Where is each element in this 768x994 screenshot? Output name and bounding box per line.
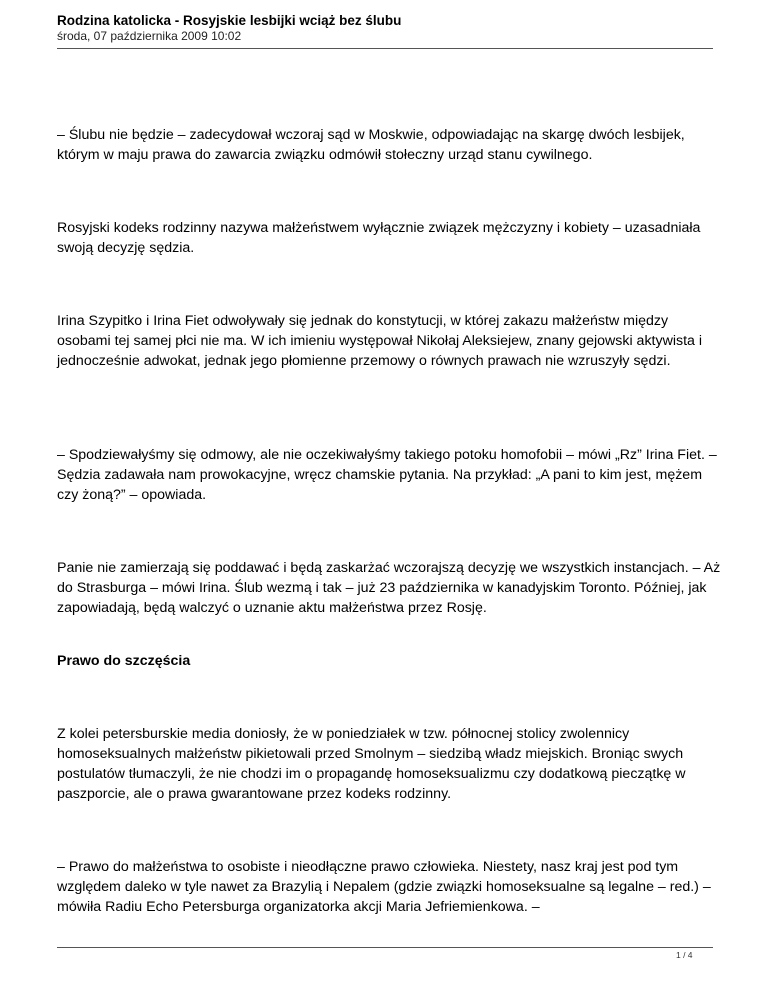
- paragraph: – Prawo do małżeństwa to osobiste i nieodłączne prawo człowieka. Niestety, nasz kraj jest pod tym względem daleko w tyle nawet za Brazylią i Nepalem (gdzie związki homoseksualne są legalne – red.) – mówiła Radiu Echo Petersburga organizatorka akcji Maria Jefriemienkowa. –: [57, 859, 711, 915]
- footer-divider: [57, 947, 713, 948]
- paragraph: Rosyjski kodeks rodzinny nazywa małżeństwem wyłącznie związek mężczyzny i kobiety – uzasadniała swoją decyzję sędzia.: [57, 220, 701, 256]
- section-heading: Prawo do szczęścia: [57, 653, 191, 669]
- paragraph: Z kolei petersburskie media doniosły, że w poniedziałek w tzw. północnej stolicy zwolennicy homoseksualnych małżeństw pikietowali przed Smolnym – siedzibą władz miejskich. Broniąc swych postulatów tłumaczyli, że nie chodzi im o propagandę homoseksualizmu czy dodatkową pieczątkę w paszporcie, ale o prawa gwarantowane przez kodeks rodzinny.: [57, 726, 686, 802]
- paragraph: Panie nie zamierzają się poddawać i będą zaskarżać wczorajszą decyzję we wszystkich instancjach. – Aż do Strasburga – mówi Irina. Ślub wezmą i tak – już 23 października w kanadyjskim Toronto. Później, jak zapowiadają, będą walczyć o uznanie aktu małżeństwa przez Rosję.: [57, 560, 721, 616]
- document-title: Rodzina katolicka - Rosyjskie lesbijki wciąż bez ślubu: [57, 13, 402, 28]
- document-date: środa, 07 października 2009 10:02: [57, 29, 242, 43]
- document-header: [57, 13, 713, 44]
- paragraph: – Spodziewałyśmy się odmowy, ale nie oczekiwałyśmy takiego potoku homofobii – mówi „Rz” Irina Fiet. – Sędzia zadawała nam prowokacyjne, wręcz chamskie pytania. Na przykład: „A pani to kim jest, mężem czy żoną?” – opowiada.: [57, 447, 717, 503]
- paragraph: – Ślubu nie będzie – zadecydował wczoraj sąd w Moskwie, odpowiadając na skargę dwóch lesbijek, którym w maju prawa do zawarcia związku odmówił stołeczny urząd stanu cywilnego.: [57, 127, 685, 163]
- paragraph: Irina Szypitko i Irina Fiet odwoływały się jednak do konstytucji, w której zakazu małżeństw między osobami tej samej płci nie ma. W ich imieniu występował Nikołaj Aleksiejew, znany gejowski aktywista i jednocześnie adwokat, jednak jego płomienne przemowy o równych prawach nie wzruszyły sędzi.: [57, 313, 702, 369]
- page-number: 1 / 4: [676, 950, 693, 960]
- header-divider: [57, 48, 713, 49]
